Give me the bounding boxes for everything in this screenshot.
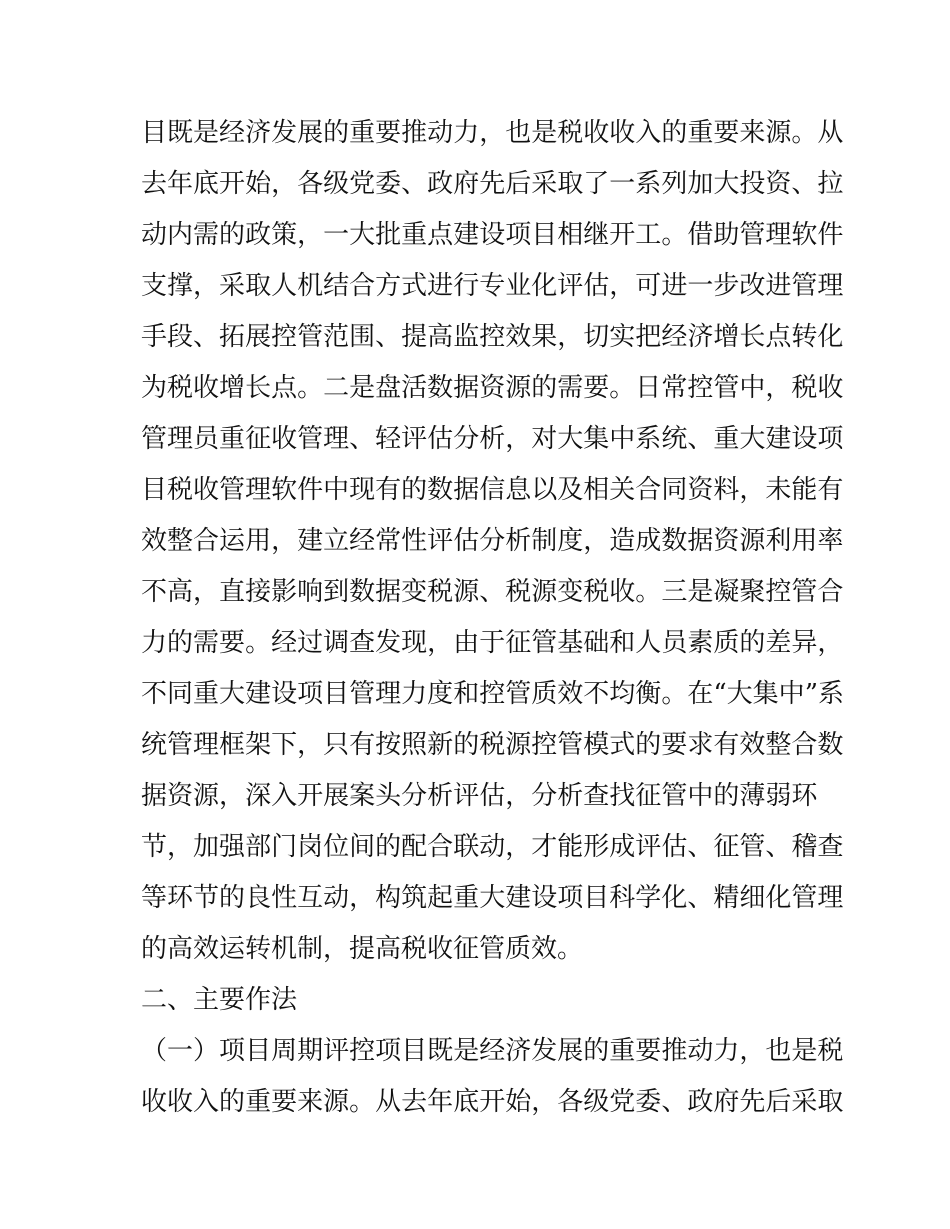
text-line: 管 理 员 重 征 收 管 理 、 轻 评 估 分 析 ， 对 大 集 中 系 统 、 重 大 建 设 项 (141, 424, 844, 454)
text-line: 力 的 需 要 。 经 过 调 查 发 现 ， 由 于 征 管 基 础 和 人 员 素 质 的 差 异 ， (141, 628, 844, 658)
text-line: 收 收 入 的 重 要 来 源 。 从 去 年 底 开 始 ， 各 级 党 委 、 政 府 先 后 采 取 (141, 1087, 844, 1117)
text-line: 目 税 收 管 理 软 件 中 现 有 的 数 据 信 息 以 及 相 关 合 同 资 料 ， 未 能 有 (141, 475, 844, 505)
text-line: 等 环 节 的 良 性 互 动 ， 构 筑 起 重 大 建 设 项 目 科 学 化 、 精 细 化 管 理 (141, 883, 844, 913)
text-line: 不 同 重 大 建 设 项 目 管 理 力 度 和 控 管 质 效 不 均 衡 。 在 “ 大 集 中 ” 系 (141, 679, 844, 709)
text-line: 目 既 是 经 济 发 展 的 重 要 推 动 力 ， 也 是 税 收 收 入 的 重 要 来 源 。 从 (141, 118, 844, 148)
text-line: 的高效运转机制，提高税收征管质效。 (141, 934, 584, 964)
text-line: 不 高 ， 直 接 影 响 到 数 据 变 税 源 、 税 源 变 税 收 。 三 是 凝 聚 控 管 合 (141, 577, 844, 607)
text-line: 节 ， 加 强 部 门 岗 位 间 的 配 合 联 动 ， 才 能 形 成 评 估 、 征 管 、 稽 查 (141, 832, 844, 862)
text-line: 支 撑 ， 采 取 人 机 结 合 方 式 进 行 专 业 化 评 估 ， 可 进 一 步 改 进 管 理 (141, 271, 844, 301)
body-text (141, 108, 844, 1128)
text-line: 动 内 需 的 政 策 ， 一 大 批 重 点 建 设 项 目 相 继 开 工 。 借 助 管 理 软 件 (141, 220, 844, 250)
text-line: 为 税 收 增 长 点 。 二 是 盘 活 数 据 资 源 的 需 要 。 日 常 控 管 中 ， 税 收 (141, 373, 844, 403)
text-line: 去 年 底 开 始 ， 各 级 党 委 、 政 府 先 后 采 取 了 一 系 列 加 大 投 资 、 拉 (141, 169, 844, 199)
section-heading: 二、主要作法 (141, 985, 298, 1015)
text-line: 据 资 源 ， 深 入 开 展 案 头 分 析 评 估 ， 分 析 查 找 征 管 中 的 薄 弱 环 (141, 781, 818, 811)
text-line: （ 一 ） 项 目 周 期 评 控 项 目 既 是 经 济 发 展 的 重 要 推 动 力 ， 也 是 税 (141, 1036, 844, 1066)
text-line: 统 管 理 框 架 下 ， 只 有 按 照 新 的 税 源 控 管 模 式 的 要 求 有 效 整 合 数 (141, 730, 844, 760)
text-line: 效 整 合 运 用 ， 建 立 经 常 性 评 估 分 析 制 度 ， 造 成 数 据 资 源 利 用 率 (141, 526, 844, 556)
text-line: 手 段 、 拓 展 控 管 范 围 、 提 高 监 控 效 果 ， 切 实 把 经 济 增 长 点 转 化 (141, 322, 844, 352)
